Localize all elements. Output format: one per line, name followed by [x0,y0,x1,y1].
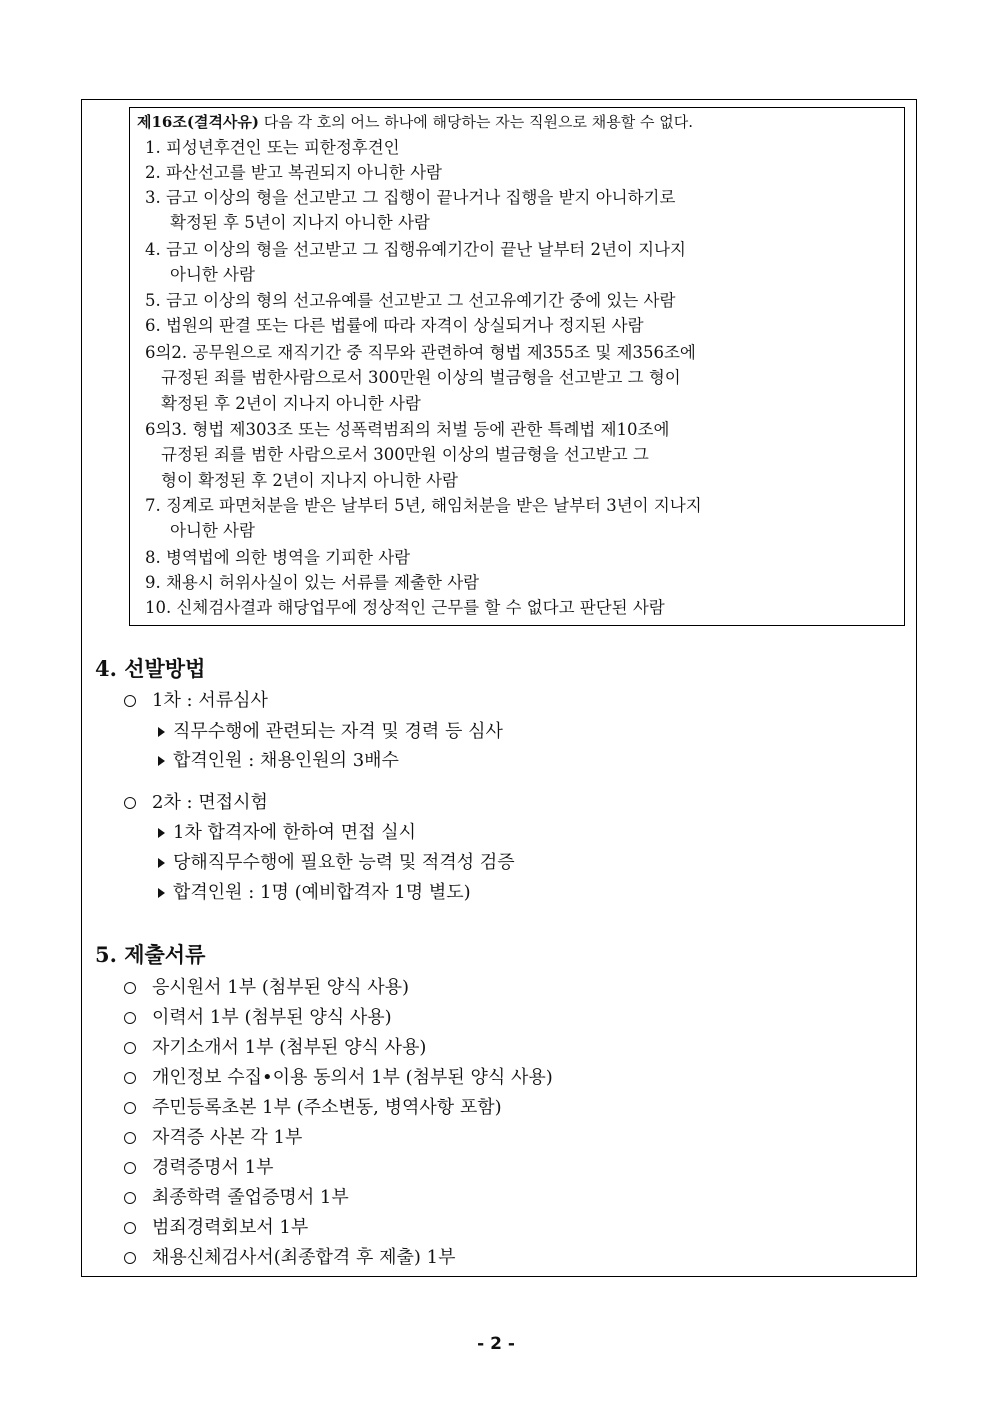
triangle-bullet-icon [158,858,165,868]
article-line: 확정된 후 2년이 지나지 아니한 사람 [161,394,421,413]
stage1-label: 1차 : 서류심사 [152,690,268,711]
document-item: 주민등록초본 1부 (주소변동, 병역사항 포함) [152,1097,502,1118]
list-item [158,748,399,774]
circle-bullet-icon [124,1072,136,1084]
stage2-item: 합격인원 : 1명 (예비합격자 1명 별도) [173,882,471,903]
article-line: 형이 확정된 후 2년이 지나지 아니한 사람 [161,471,458,490]
triangle-bullet-icon [158,828,165,838]
article-heading [137,110,693,134]
list-item [158,719,503,745]
triangle-bullet-icon [158,727,165,737]
article-line: 7. 징계로 파면처분을 받은 날부터 5년, 해임처분을 받은 날부터 3년이 지나지 [145,496,702,515]
article-line: 아니한 사람 [170,265,255,284]
article-line: 5. 금고 이상의 형의 선고유예를 선고받고 그 선고유예기간 중에 있는 사람 [145,291,676,310]
list-item [124,1185,349,1211]
document-item: 개인정보 수집•이용 동의서 1부 (첨부된 양식 사용) [152,1067,553,1088]
stage2-label: 2차 : 면접시험 [152,792,268,813]
document-item: 범죄경력회보서 1부 [152,1217,309,1238]
stage1-item: 직무수행에 관련되는 자격 및 경력 등 심사 [173,721,503,742]
circle-bullet-icon [124,1012,136,1024]
list-item [124,1035,426,1061]
list-item [124,688,268,714]
list-item [124,1095,502,1121]
list-item [124,1125,302,1151]
article-line: 규정된 죄를 범한사람으로서 300만원 이상의 벌금형을 선고받고 그 형이 [161,368,681,387]
list-item [124,790,268,816]
article-intro: 다음 각 호의 어느 하나에 해당하는 자는 직원으로 채용할 수 없다. [259,113,693,131]
article-line: 아니한 사람 [170,521,255,540]
article-line: 규정된 죄를 범한 사람으로서 300만원 이상의 벌금형을 선고받고 그 [161,445,649,464]
document-item: 자격증 사본 각 1부 [152,1127,303,1148]
article-line: 4. 금고 이상의 형을 선고받고 그 집행유예기간이 끝난 날부터 2년이 지나지 [145,240,686,259]
article-title: 제16조(결격사유) [137,113,260,131]
stage1-item: 합격인원 : 채용인원의 3배수 [173,750,399,771]
list-item [124,1215,308,1241]
list-item [124,1155,274,1181]
document-item: 자기소개서 1부 (첨부된 양식 사용) [152,1037,427,1058]
list-item [124,1245,455,1271]
circle-bullet-icon [124,695,136,707]
document-item: 응시원서 1부 (첨부된 양식 사용) [152,977,410,998]
circle-bullet-icon [124,1102,136,1114]
circle-bullet-icon [124,1162,136,1174]
stage2-item: 당해직무수행에 필요한 능력 및 적격성 검증 [173,852,515,873]
list-item [124,1005,392,1031]
circle-bullet-icon [124,1252,136,1264]
triangle-bullet-icon [158,888,165,898]
article-line: 10. 신체검사결과 해당업무에 정상적인 근무를 할 수 없다고 판단된 사람 [145,598,665,617]
circle-bullet-icon [124,1132,136,1144]
article-line: 2. 파산선고를 받고 복권되지 아니한 사람 [145,163,442,182]
article-line: 1. 피성년후견인 또는 피한정후견인 [145,138,400,157]
circle-bullet-icon [124,982,136,994]
section-title-documents: 5. 제출서류 [95,942,206,967]
document-item: 최종학력 졸업증명서 1부 [152,1187,349,1208]
document-item: 채용신체검사서(최종합격 후 제출) 1부 [152,1247,456,1268]
document-item: 이력서 1부 (첨부된 양식 사용) [152,1007,392,1028]
list-item [158,820,416,846]
article-line: 6. 법원의 판결 또는 다른 법률에 따라 자격이 상실되거나 정지된 사람 [145,316,644,335]
list-item [124,975,409,1001]
article-line: 6의2. 공무원으로 재직기간 중 직무와 관련하여 형법 제355조 및 제356조에 [145,343,696,362]
article-line: 9. 채용시 허위사실이 있는 서류를 제출한 사람 [145,573,480,592]
circle-bullet-icon [124,1192,136,1204]
document-item: 경력증명서 1부 [152,1157,274,1178]
article-line: 6의3. 형법 제303조 또는 성폭력범죄의 처벌 등에 관한 특례법 제10조에 [145,420,670,439]
circle-bullet-icon [124,1222,136,1234]
stage2-item: 1차 합격자에 한하여 면접 실시 [173,822,416,843]
article-line: 확정된 후 5년이 지나지 아니한 사람 [170,213,430,232]
article-line: 8. 병역법에 의한 병역을 기피한 사람 [145,548,411,567]
list-item [124,1065,553,1091]
list-item [158,850,515,876]
list-item [158,880,471,906]
page-number: - 2 - [477,1334,515,1354]
section-title-selection: 4. 선발방법 [95,656,206,681]
article-line: 3. 금고 이상의 형을 선고받고 그 집행이 끝나거나 집행을 받지 아니하기로 [145,188,676,207]
triangle-bullet-icon [158,756,165,766]
circle-bullet-icon [124,797,136,809]
circle-bullet-icon [124,1042,136,1054]
